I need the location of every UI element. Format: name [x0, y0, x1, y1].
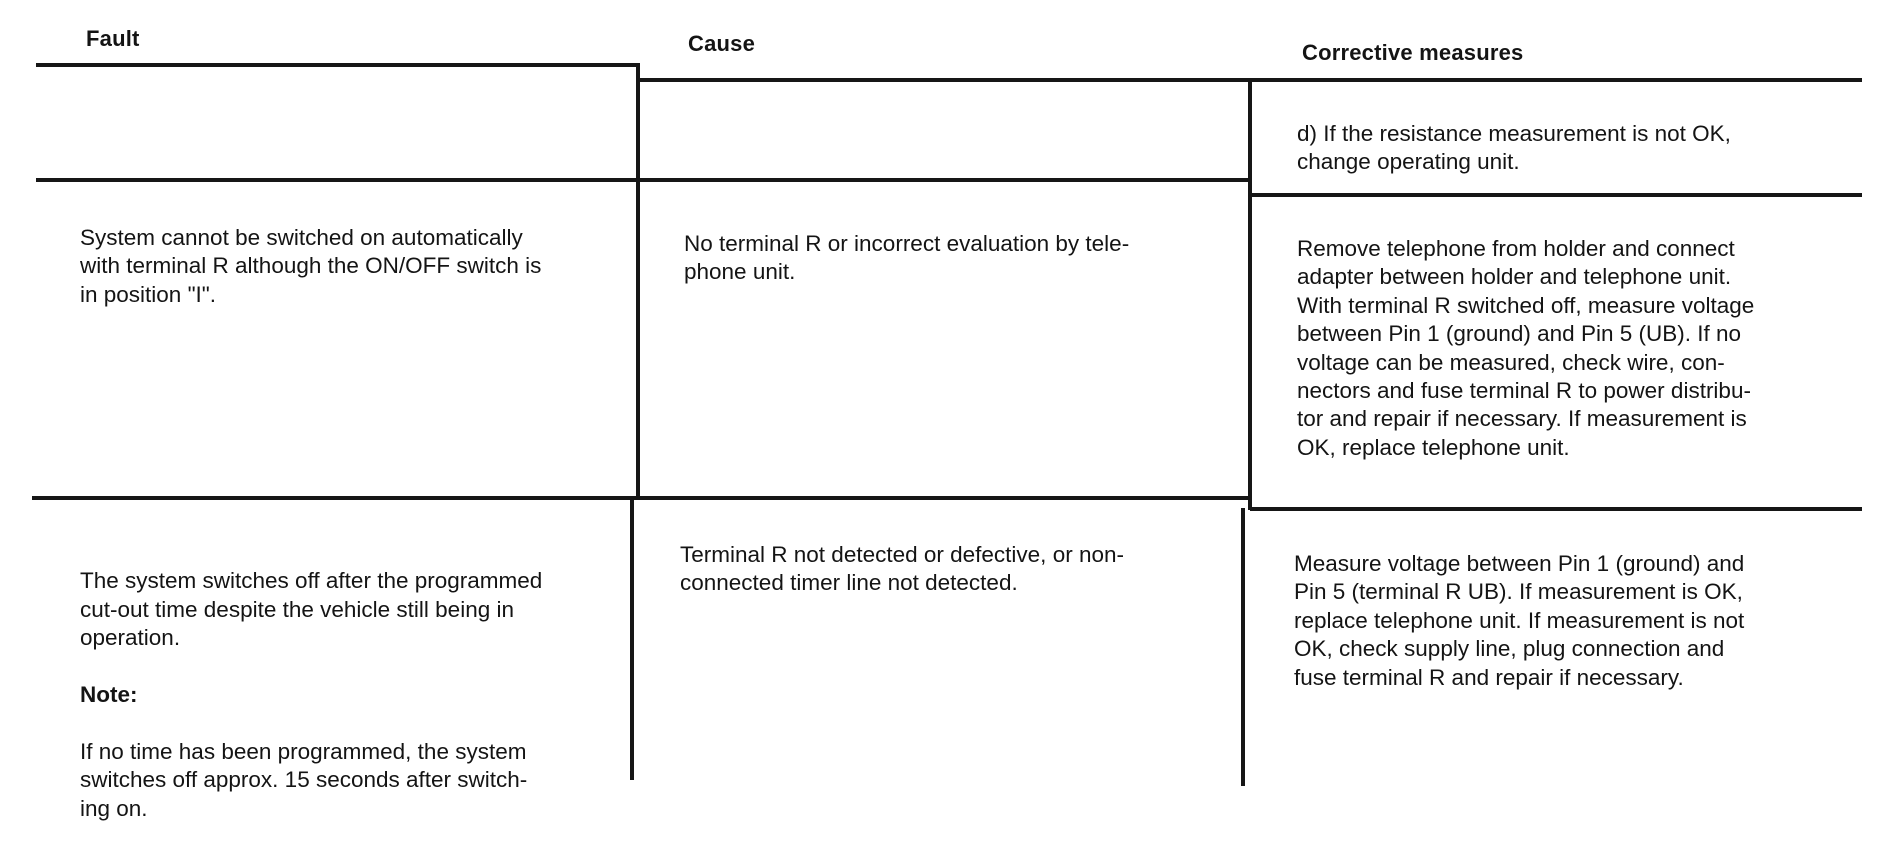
- row1-corrective: d) If the resistance measurement is not OK, change operating unit.: [1297, 121, 1731, 175]
- row3-note-text: If no time has been programmed, the system switches off approx. 15 seconds after switch- ing on.: [80, 738, 528, 821]
- row3-fault-block: [80, 539, 625, 851]
- row2-fault: System cannot be switched on automatically with terminal R although the ON/OFF switch is in position "I".: [80, 225, 542, 307]
- row2-cause: No terminal R or incorrect evaluation by tele- phone unit.: [684, 231, 1130, 285]
- rule-row1-left: [36, 178, 1250, 182]
- row3-fault: The system switches off after the programmed cut-out time despite the vehicle still being in operation.: [80, 568, 543, 651]
- row3-note-label: Note:: [80, 682, 138, 708]
- column-divider-1-lower: [630, 498, 634, 780]
- column-divider-1: [636, 65, 640, 500]
- rule-row2-left: [32, 496, 1250, 500]
- column-divider-2-lower: [1241, 508, 1245, 786]
- row2-corrective: Remove telephone from holder and connect adapter between holder and telephone unit. With terminal R switched off, measure voltage between Pin 1 (ground) and Pin 5 (UB). If no voltage can be measured, check wire, con- nectors and fuse terminal R to power distribu- tor and repair if necessary. If measurement is OK, replace telephone unit.: [1297, 236, 1755, 460]
- header-cause: Cause: [688, 31, 756, 56]
- row3-cause: Terminal R not detected or defective, or non- connected timer line not detected.: [680, 542, 1124, 596]
- column-divider-2: [1248, 78, 1252, 510]
- rule-header-left: [36, 63, 640, 67]
- row3-corrective: Measure voltage between Pin 1 (ground) and Pin 5 (terminal R UB). If measurement is OK, replace telephone unit. If measurement is not OK, check supply line, plug connection and fuse terminal R and repair if necessary.: [1294, 551, 1745, 690]
- header-fault: Fault: [86, 26, 140, 51]
- rule-row2-right: [1250, 507, 1862, 511]
- header-corrective-measures: Corrective measures: [1302, 40, 1524, 65]
- rule-row1-right: [1250, 193, 1862, 197]
